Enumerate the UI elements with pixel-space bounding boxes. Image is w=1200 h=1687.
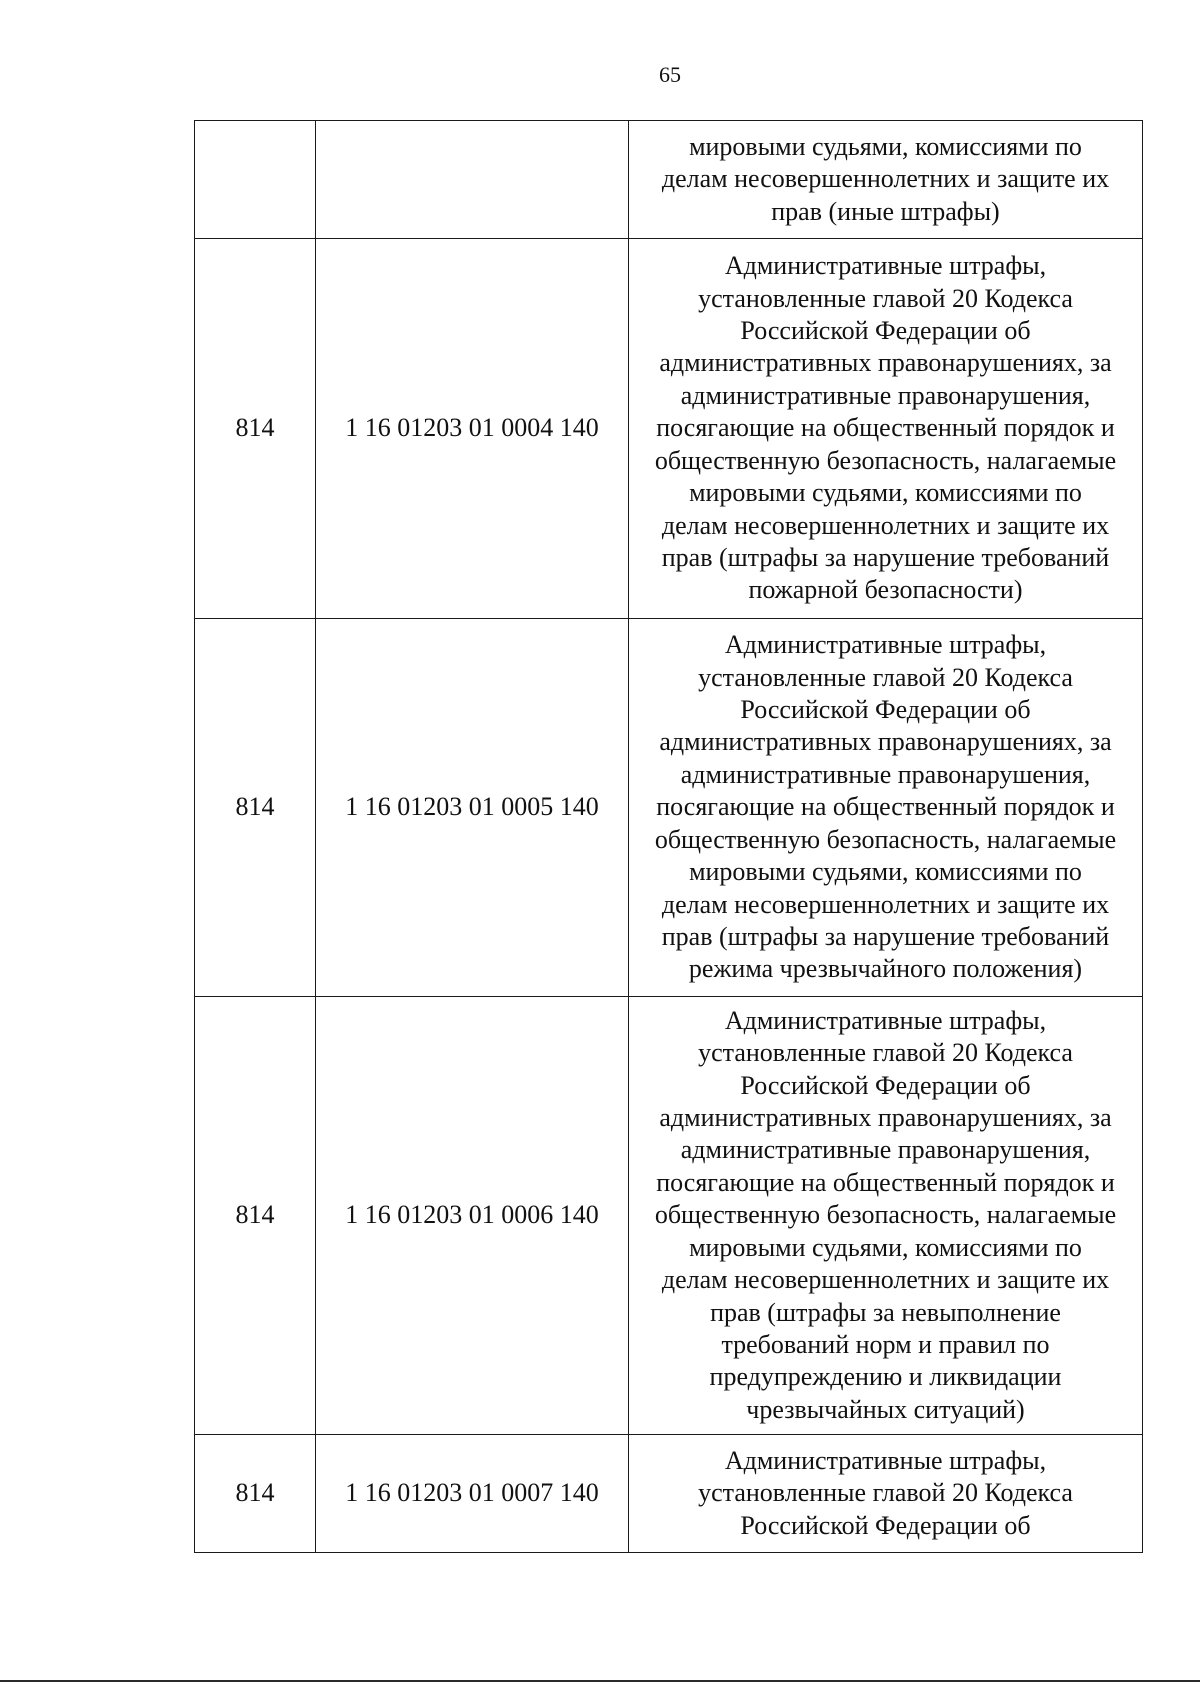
table-row	[195, 1435, 1143, 1553]
description-cell: Административные штрафы, установленные главой 20 Кодекса Российской Федерации об административных правонарушениях, за административные правонарушения, посягающие на общественный порядок и общественную безопасность, налагаемые мировыми судьями, комиссиями по делам несовершеннолетних и защите их прав (штрафы за нарушение требований режима чрезвычайного положения)	[629, 619, 1143, 997]
table-row	[195, 619, 1143, 997]
admin-code-cell: 814	[195, 239, 316, 619]
admin-code-cell: 814	[195, 997, 316, 1435]
table-row	[195, 239, 1143, 619]
revenue-code-table	[194, 120, 1143, 1553]
page-bottom-divider	[0, 1680, 1200, 1682]
kbk-cell: 1 16 01203 01 0006 140	[316, 997, 629, 1435]
admin-code-cell	[195, 121, 316, 239]
kbk-cell: 1 16 01203 01 0004 140	[316, 239, 629, 619]
kbk-cell: 1 16 01203 01 0005 140	[316, 619, 629, 997]
admin-code-cell: 814	[195, 619, 316, 997]
kbk-cell: 1 16 01203 01 0007 140	[316, 1435, 629, 1553]
description-cell: мировыми судьями, комиссиями по делам несовершеннолетних и защите их прав (иные штрафы)	[629, 121, 1143, 239]
page-number: 65	[659, 62, 681, 87]
kbk-cell	[316, 121, 629, 239]
description-cell: Административные штрафы, установленные главой 20 Кодекса Российской Федерации об административных правонарушениях, за административные правонарушения, посягающие на общественный порядок и общественную безопасность, налагаемые мировыми судьями, комиссиями по делам несовершеннолетних и защите их прав (штрафы за нарушение требований пожарной безопасности)	[629, 239, 1143, 619]
table-row	[195, 997, 1143, 1435]
table-row	[195, 121, 1143, 239]
admin-code-cell: 814	[195, 1435, 316, 1553]
description-cell: Административные штрафы, установленные главой 20 Кодекса Российской Федерации об	[629, 1435, 1143, 1553]
description-cell: Административные штрафы, установленные главой 20 Кодекса Российской Федерации об административных правонарушениях, за административные правонарушения, посягающие на общественный порядок и общественную безопасность, налагаемые мировыми судьями, комиссиями по делам несовершеннолетних и защите их прав (штрафы за невыполнение требований норм и правил по предупреждению и ликвидации чрезвычайных ситуаций)	[629, 997, 1143, 1435]
